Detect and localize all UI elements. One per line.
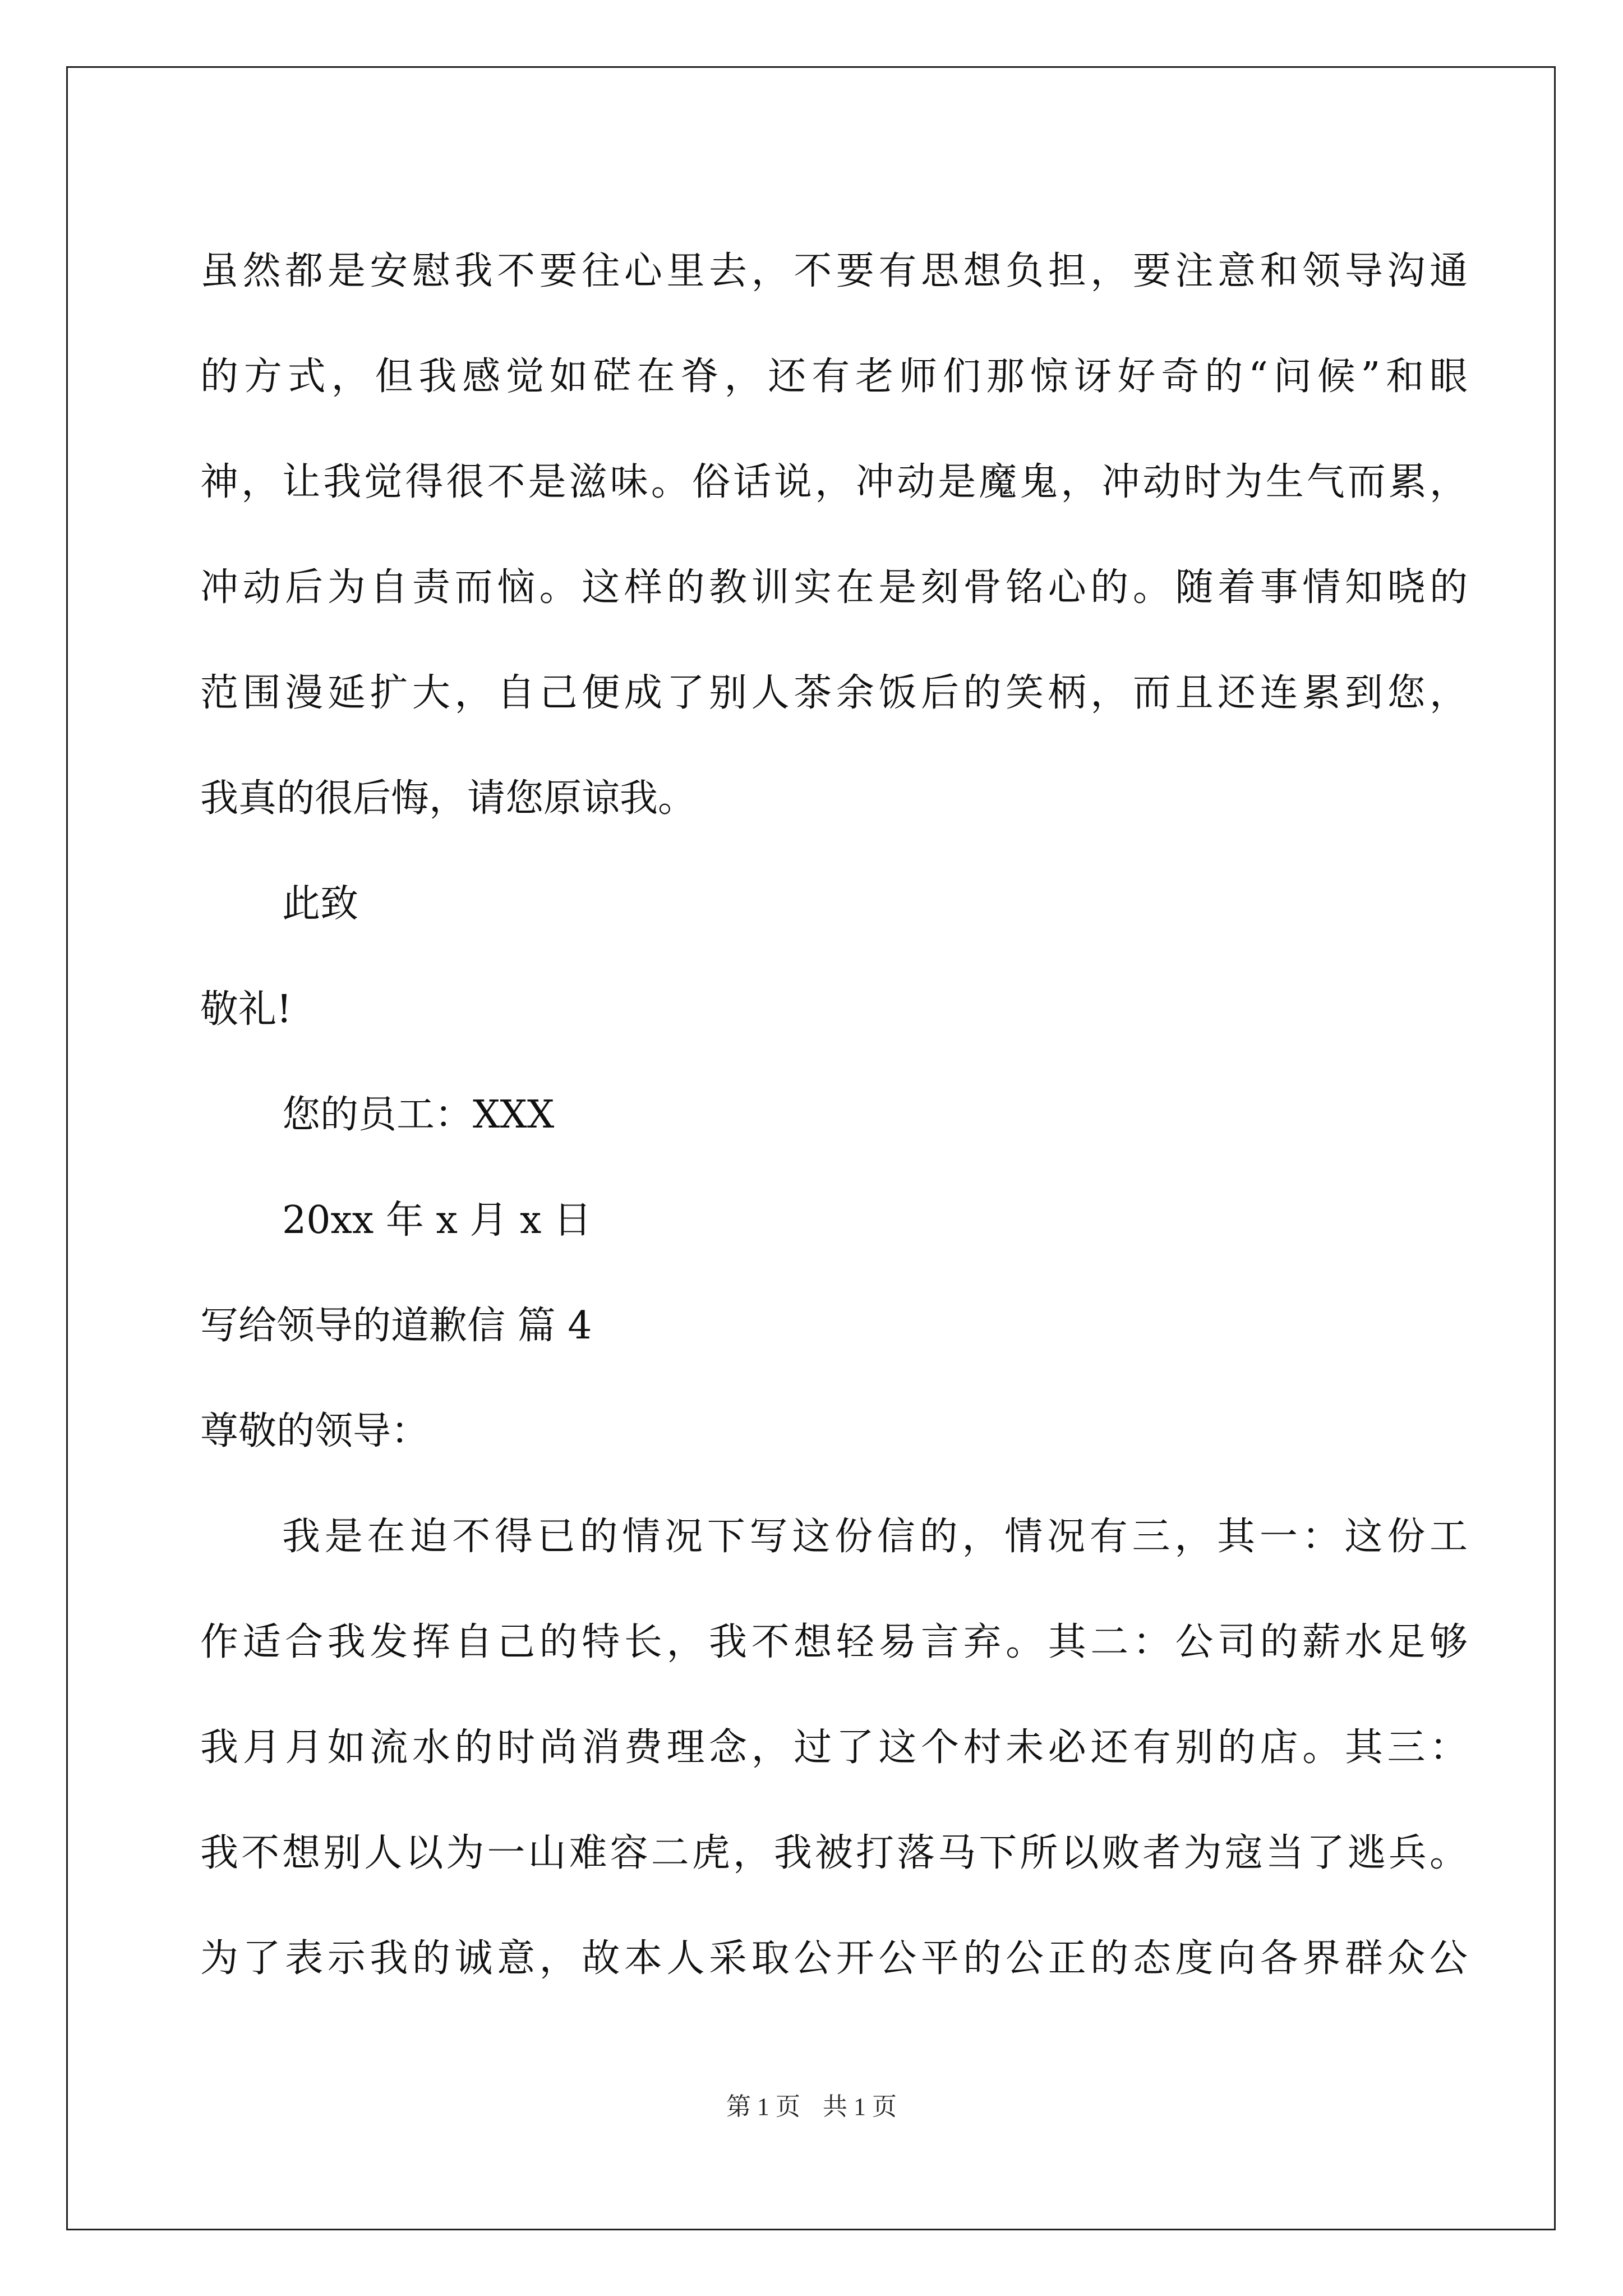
document-body — [200, 219, 1468, 2012]
page-footer — [0, 2090, 1623, 2124]
page-total: 共 1 页 — [823, 2093, 897, 2120]
paragraph-line: 作适合我发挥自己的特长，我不想轻易言弃。其二：公司的薪水足够 — [200, 1620, 1468, 1664]
page-number: 第 1 页 — [726, 2093, 800, 2120]
section-heading: 写给领导的道歉信 篇 4 — [200, 1304, 592, 1348]
paragraph-line: 我是在迫不得已的情况下写这份信的，情况有三，其一：这份工 — [282, 1515, 1468, 1559]
paragraph-line: 我不想别人以为一山难容二虎，我被打落马下所以败者为寇当了逃兵。 — [200, 1831, 1468, 1875]
closing-salutation: 此致 — [282, 882, 359, 926]
paragraph-line: 范围漫延扩大，自己便成了别人茶余饭后的笑柄，而且还连累到您， — [200, 671, 1468, 715]
paragraph-line: 神，让我觉得很不是滋味。俗话说，冲动是魔鬼，冲动时为生气而累， — [200, 460, 1468, 504]
paragraph-line: 虽然都是安慰我不要往心里去，不要有思想负担，要注意和领导沟通 — [200, 249, 1468, 293]
greeting: 尊敬的领导： — [200, 1409, 430, 1453]
date-line: 20xx 年 x 月 x 日 — [282, 1198, 592, 1243]
paragraph-line: 冲动后为自责而恼。这样的教训实在是刻骨铭心的。随着事情知晓的 — [200, 565, 1468, 610]
closing-regards: 敬礼! — [200, 987, 292, 1032]
signature: 您的员工：XXX — [282, 1093, 555, 1137]
paragraph-line: 我月月如流水的时尚消费理念，过了这个村未必还有别的店。其三： — [200, 1726, 1468, 1770]
paragraph-line: 我真的很后悔，请您原谅我。 — [200, 776, 697, 821]
paragraph-line: 为了表示我的诚意，故本人采取公开公平的公正的态度向各界群众公 — [200, 1936, 1468, 1981]
paragraph-line: 的方式，但我感觉如硭在脊，还有老师们那惊讶好奇的“问候”和眼 — [200, 355, 1468, 399]
